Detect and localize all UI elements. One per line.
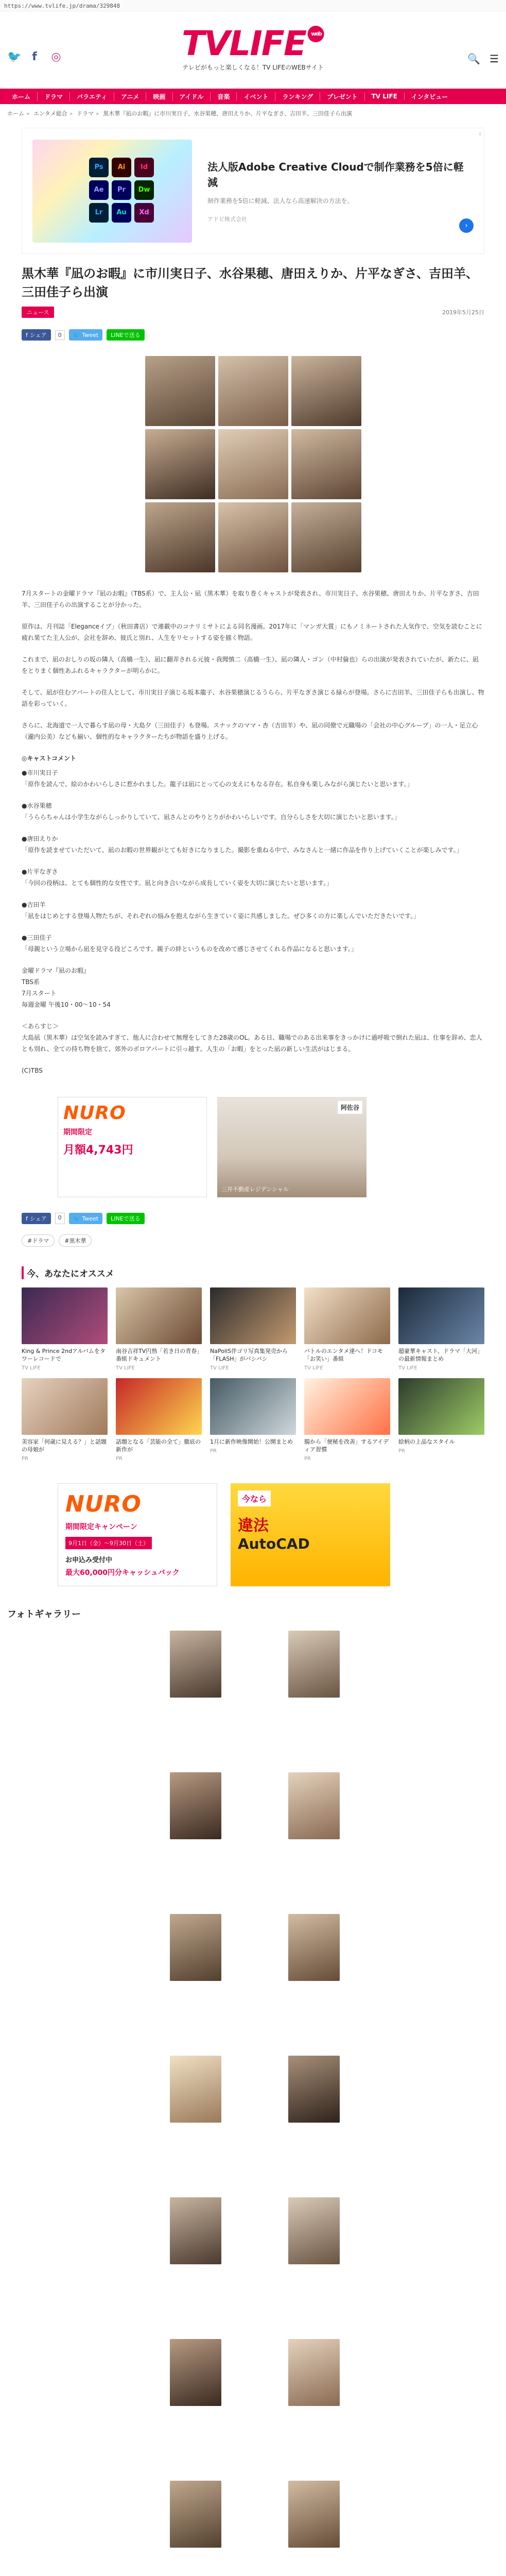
adobe-app-icons bbox=[89, 158, 154, 223]
nav-item[interactable]: インタビュー bbox=[411, 93, 448, 100]
nav-item[interactable]: プレゼント bbox=[320, 92, 365, 101]
article-main bbox=[0, 128, 506, 1586]
breadcrumb: ホーム » エンタメ総合 » ドラマ » 黒木華『凪のお暇』に市川実日子、水谷果穂、唐田えりか、片平なぎさ、吉田羊、三田佳子ら出演 bbox=[7, 110, 352, 117]
breadcrumb-item[interactable]: ドラマ bbox=[77, 110, 94, 117]
cast-photo bbox=[291, 502, 361, 572]
gallery-heading: フォトギャラリー bbox=[7, 1609, 81, 1620]
rec-item[interactable]: 話題となる「芸能の全て」徹底の新作が PR bbox=[116, 1378, 202, 1463]
ad-sponsor: アドビ株式会社 bbox=[207, 215, 247, 223]
share-buttons-top bbox=[22, 329, 484, 341]
rec-item[interactable]: 1月に新作映像開始！公開まとめ PR bbox=[210, 1378, 296, 1463]
nav-item[interactable]: バラエティ bbox=[70, 92, 114, 101]
cast-photo bbox=[291, 356, 361, 426]
facebook-icon: f bbox=[26, 1215, 28, 1222]
gallery-photo[interactable] bbox=[170, 2339, 221, 2406]
gallery-photo[interactable] bbox=[170, 1772, 221, 1839]
cast-comment: ●市川実日子 「原作を読んで、絵のかわいらしさに惹かれました。龍子は凪にとって心の支えにもなる存在。私自身も楽しみながら演じたいと思います。」 bbox=[22, 769, 413, 788]
gallery-photo[interactable] bbox=[288, 1631, 340, 1698]
nav-item[interactable]: ドラマ bbox=[38, 92, 70, 101]
line-share-button[interactable]: LINEで送る bbox=[107, 329, 145, 341]
program-info: 金曜ドラマ『凪のお暇』 TBS系 7月スタート 毎週金曜 午後10・00〜10・54 bbox=[22, 967, 111, 1008]
rec-item[interactable]: King & Prince 2ndアルバムをタワーレコードで TV LIFE bbox=[22, 1287, 108, 1372]
gallery-photo[interactable] bbox=[170, 1631, 221, 1698]
tag-link[interactable]: #ドラマ bbox=[22, 1234, 55, 1247]
nav-item[interactable]: アニメ bbox=[114, 92, 146, 101]
gallery-photo[interactable] bbox=[288, 1914, 340, 1981]
nuro-line1: 期間限定キャンペーン bbox=[65, 1523, 137, 1531]
category-tag[interactable]: ニュース bbox=[22, 307, 54, 318]
cast-comment: ●唐田えりか 「原作を読ませていただいて、凪のお暇の世界観がとても好きになりました。撮影を重ねる中で、みなさんと一緒に作品を作り上げていくことが楽しみです。」 bbox=[22, 835, 463, 854]
cast-photo bbox=[145, 356, 215, 426]
facebook-icon[interactable]: f bbox=[32, 50, 37, 63]
rec-item[interactable]: バトルのエンタメ達へ！ドコモ「お笑い」番組 TV LIFE bbox=[304, 1287, 390, 1372]
body-paragraph: さらに、北海道で一人で暮らす凪の母・大島夕（三田佳子）も登場。スナックのママ・杏（吉田羊）や、凪の同僚で元職場の「会社の中心グループ」の一人・足立心（瀧内公美）なども揃い、個性的なキャラクターたちが物語を盛り上げる。 bbox=[22, 722, 478, 740]
nuro-line3: 最大60,000円分キャッシュバック bbox=[65, 1569, 180, 1577]
twitter-icon: 🐦 bbox=[73, 331, 80, 338]
body-paragraph: 7月スタートの金曜ドラマ『凪のお暇』（TBS系）で、主人公・凪（黒木華）を取り巻くキャストが発表され、市川実日子、水谷果穂、唐田えりか、片平なぎさ、吉田羊、三田佳子らの出演することが分かった。 bbox=[22, 590, 479, 608]
global-nav bbox=[0, 89, 506, 104]
nav-item[interactable]: アイドル bbox=[173, 92, 211, 101]
autocad-label: 今なら bbox=[238, 1490, 271, 1506]
cast-comment: ●吉田羊 「凪をはじめとする登場人物たちが、それぞれの悩みを抱えながら生きていく姿に共感しました。ぜひ多くの方に楽しんでいただきたいです。」 bbox=[22, 901, 420, 920]
ad-description: 制作業務を5倍に軽減、法人なら高速解決の方法を。 bbox=[207, 197, 354, 205]
ad-room-caption: 三井不動産レジデンシャル bbox=[221, 1186, 289, 1193]
facebook-icon: f bbox=[26, 331, 28, 338]
gallery-photo[interactable] bbox=[288, 1772, 340, 1839]
nav-item[interactable]: イベント bbox=[237, 92, 275, 101]
body-paragraph: そして、凪が住むアパートの住人として、市川実日子演じる坂本龍子、水谷果穂演じるうらら、片平なぎさ演じる緑らが登場。さらに吉田羊、三田佳子らも出演し、物語を彩っていく。 bbox=[22, 689, 484, 707]
logo-container[interactable] bbox=[182, 26, 324, 72]
share-count: 0 bbox=[55, 330, 65, 340]
body-paragraph: これまで、凪のおしりの坂の隣人（高橋一生）、凪に翻弄される元彼・我聞慎二（高橋一生）、凪の隣人・ゴン（中村倫也）らの出演が発表されていたが、新たに、凪をとりまく個性あふれるキャラクターが明らかに。 bbox=[22, 656, 479, 674]
dreamweaver-icon: Dw bbox=[134, 180, 154, 200]
ad-row-bottom bbox=[58, 1483, 484, 1586]
ad-real-estate[interactable] bbox=[217, 1097, 367, 1197]
rec-item[interactable]: 南谷吉祥TV円熟「若き日の青春」番組ドキュメント TV LIFE bbox=[116, 1287, 202, 1372]
synopsis: ＜あらすじ＞ 大島凪（黒木華）は空気を読みすぎて、他人に合わせて無理をしてきた28歳のOL。ある日、職場でのある出来事をきっかけに過呼吸で倒れた凪は、仕事を辞め、恋人とも別れ、全ての持ち物を捨て、郊外のボロアパートに引っ越す。人生の「お暇」をとった凪の新しい生活がはじまる。 bbox=[22, 1023, 482, 1053]
autocad-line1: 違法 bbox=[238, 1517, 269, 1535]
tag-link[interactable]: #黒木華 bbox=[59, 1234, 92, 1247]
ad-title[interactable]: 法人版Adobe Creative Cloudで制作業務を5倍に軽減 bbox=[207, 160, 464, 189]
header-tools bbox=[467, 53, 499, 65]
nuro-badge: 9月1日（金）〜9月30日（土） bbox=[65, 1537, 152, 1549]
ad-nuro[interactable] bbox=[58, 1097, 207, 1197]
nav-item[interactable]: 映画 bbox=[146, 92, 172, 101]
site-logo[interactable]: TVLIFE web bbox=[182, 26, 324, 62]
hero-image-wrap bbox=[22, 356, 484, 572]
cast-photo-collage[interactable] bbox=[145, 356, 361, 572]
ad-artwork bbox=[32, 140, 192, 243]
recommendations-grid bbox=[22, 1287, 484, 1463]
ad-row-middle bbox=[58, 1097, 484, 1197]
premiere-icon: Pr bbox=[112, 180, 131, 200]
social-links bbox=[7, 52, 62, 63]
recommendations-heading: 今、あなたにオススメ bbox=[22, 1266, 484, 1279]
nav-item[interactable]: 音楽 bbox=[211, 92, 237, 101]
illustrator-icon: Ai bbox=[112, 158, 131, 177]
line-share-button[interactable]: LINEで送る bbox=[107, 1213, 145, 1224]
article-body bbox=[22, 588, 484, 1076]
article-title: 黒木華『凪のお暇』に市川実日子、水谷果穂、唐田えりか、片平なぎさ、吉田羊、三田佳子ら出演 bbox=[22, 266, 479, 299]
cast-comment: ●水谷果穂 「うららちゃんは小学生ながらしっかりしていて、凪さんとのやりとりがかわいらしいです。自分らしさを大切に演じたいと思います。」 bbox=[22, 802, 400, 821]
body-paragraph: 原作は、月刊誌「Eleganceイブ」（秋田書店）で連載中のコナリミサトによる同名漫画。2017年に「マンガ大賞」にもノミネートされた人気作で、空気を読むことに疲れ果てた主人公が、会社を辞め、彼氏と別れ、人生をリセットする姿を描く物語。 bbox=[22, 623, 482, 641]
cast-photo bbox=[218, 356, 288, 426]
twitter-share-button[interactable]: 🐦 Tweet bbox=[69, 1213, 102, 1224]
twitter-icon: 🐦 bbox=[73, 1215, 80, 1222]
gallery-photo[interactable] bbox=[170, 2056, 221, 2123]
publish-date: 2019年5月25日 bbox=[442, 309, 484, 316]
nuro-line2: お申込み受付中 bbox=[65, 1556, 113, 1564]
gallery-photo[interactable] bbox=[288, 2197, 340, 2264]
article-meta bbox=[22, 307, 484, 318]
after-effects-icon: Ae bbox=[89, 180, 109, 200]
ad-info-icon[interactable]: i bbox=[479, 131, 481, 137]
gallery-photo[interactable] bbox=[288, 2481, 340, 2548]
gallery-photo[interactable] bbox=[288, 2056, 340, 2123]
facebook-share-button[interactable]: f シェア bbox=[22, 329, 51, 341]
nuro-subtitle: 期間限定 bbox=[63, 1128, 92, 1137]
cast-comments-heading: ◎キャストコメント bbox=[22, 755, 76, 762]
rec-item[interactable]: 腸から「便秘を改善」するアイディア習慣 PR bbox=[304, 1378, 390, 1463]
twitter-share-button[interactable]: 🐦 Tweet bbox=[69, 329, 102, 341]
url-bar: https://www.tvlife.jp/drama/329848 bbox=[0, 0, 506, 11]
nav-item[interactable]: ランキング bbox=[275, 92, 320, 101]
audition-icon: Au bbox=[112, 203, 131, 223]
nav-item[interactable]: ホーム bbox=[5, 92, 38, 101]
ad-room-label: 阿佐谷 bbox=[338, 1101, 362, 1114]
nuro-price: 月額4,743円 bbox=[63, 1144, 133, 1157]
photo-gallery bbox=[0, 1631, 506, 2576]
ad-autocad[interactable] bbox=[231, 1483, 390, 1586]
cast-photo bbox=[291, 429, 361, 499]
xd-icon: Xd bbox=[134, 203, 154, 223]
gallery-photo[interactable] bbox=[170, 2481, 221, 2548]
breadcrumb-current: 黒木華『凪のお暇』に市川実日子、水谷果穂、唐田えりか、片平なぎさ、吉田羊、三田佳子ら出演 bbox=[103, 110, 352, 117]
ad-adobe[interactable] bbox=[22, 128, 484, 254]
cast-photo bbox=[145, 502, 215, 572]
ad-text bbox=[207, 159, 474, 223]
twitter-icon[interactable]: 🐦 bbox=[7, 50, 22, 63]
rec-item[interactable]: NaPoliS伴ゴリ写真集発売から「FLASH」がバシバシ TV LIFE bbox=[210, 1287, 296, 1372]
search-icon[interactable]: 🔍 bbox=[467, 53, 481, 65]
article-tags bbox=[22, 1234, 484, 1247]
cast-photo bbox=[218, 502, 288, 572]
nuro-logo: NURO bbox=[63, 1103, 126, 1124]
cast-photo bbox=[145, 429, 215, 499]
photoshop-icon: Ps bbox=[89, 158, 109, 177]
rec-item[interactable]: 美容家「何歳に見える？」と話題の母娘が PR bbox=[22, 1378, 108, 1463]
facebook-share-button[interactable]: f シェア bbox=[22, 1213, 51, 1224]
instagram-icon[interactable]: ◎ bbox=[51, 50, 61, 63]
nuro-logo: NURO bbox=[65, 1491, 142, 1517]
ad-nuro-wide[interactable] bbox=[58, 1483, 217, 1586]
breadcrumb-item[interactable]: ホーム bbox=[7, 110, 24, 117]
rec-item[interactable]: 超豪華キャスト、ドラマ「大河」の最新情報まとめ TV LIFE bbox=[398, 1287, 484, 1372]
indesign-icon: Id bbox=[134, 158, 154, 177]
cast-comment: ●三田佳子 「母親という立場から凪を見守る役どころです。親子の絆というものを改めて感じさせてくれる作品になると思います。」 bbox=[22, 934, 357, 953]
site-header bbox=[0, 11, 506, 89]
autocad-line2: AutoCAD bbox=[238, 1535, 310, 1552]
share-count: 0 bbox=[55, 1213, 65, 1224]
share-buttons-bottom bbox=[22, 1213, 484, 1224]
lightroom-icon: Lr bbox=[89, 203, 109, 223]
menu-icon[interactable]: ☰ bbox=[490, 53, 499, 65]
gallery-photo[interactable] bbox=[288, 2339, 340, 2406]
rec-item[interactable]: 絵柄の上品なスタイル PR bbox=[398, 1378, 484, 1463]
cast-comment: ●片平なぎさ 「今回の役柄は、とても個性的な女性です。凪と向き合いながら成長していく姿を大切に演じたいと思います。」 bbox=[22, 868, 333, 887]
copyright: (C)TBS bbox=[22, 1067, 43, 1074]
cast-photo bbox=[218, 429, 288, 499]
site-tagline: テレビがもっと楽しくなる！TV LIFEのWEBサイト bbox=[182, 64, 324, 71]
nav-item[interactable]: TV LIFE bbox=[365, 93, 405, 100]
gallery-photo[interactable] bbox=[170, 1914, 221, 1981]
breadcrumb-item[interactable]: エンタメ総合 bbox=[33, 110, 67, 117]
gallery-photo[interactable] bbox=[170, 2197, 221, 2264]
ad-open-icon[interactable]: › bbox=[459, 218, 474, 233]
